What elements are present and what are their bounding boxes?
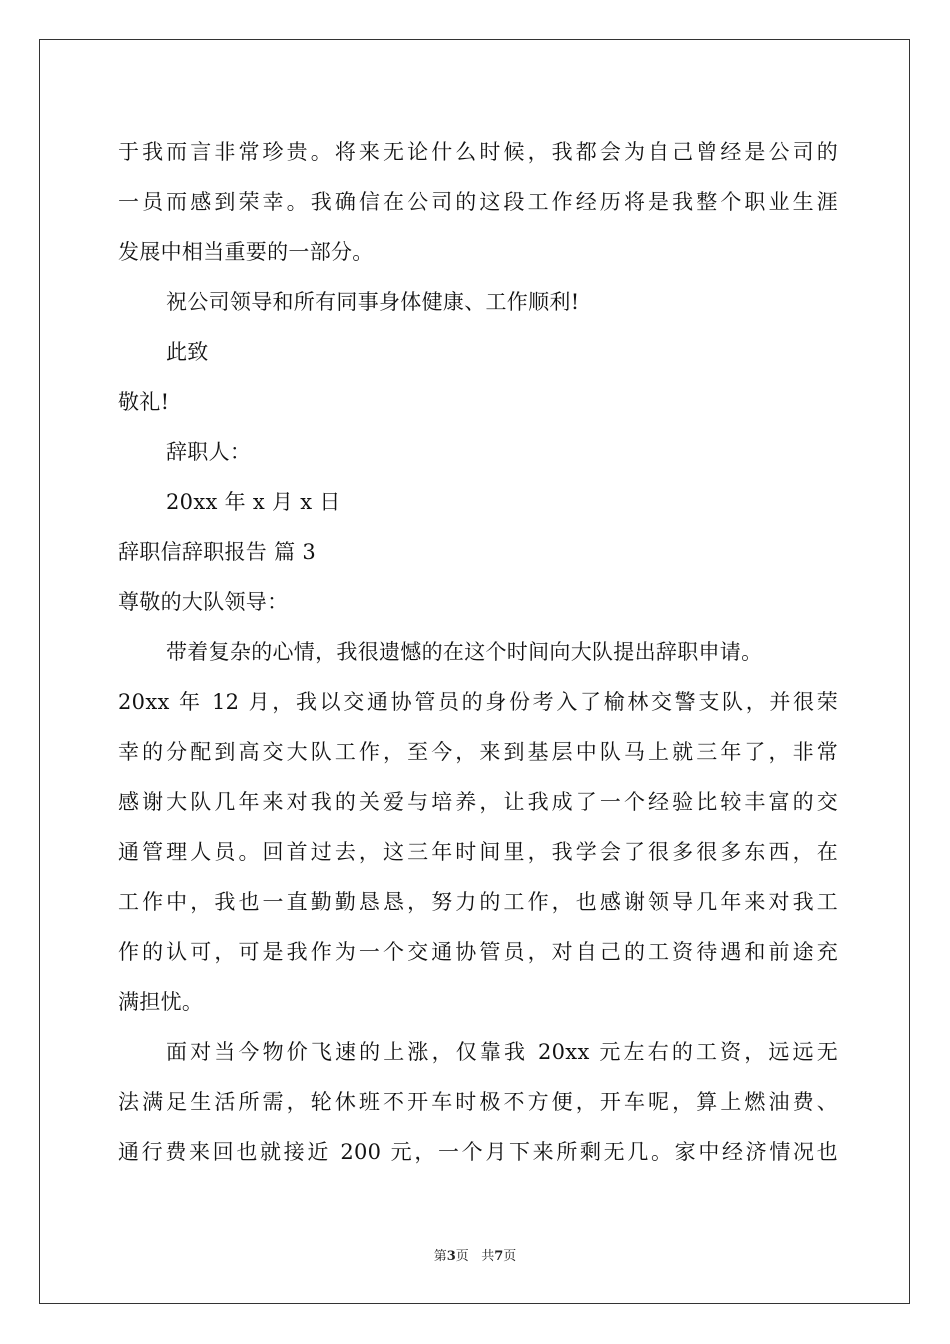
page-footer — [0, 1245, 950, 1264]
footer-total-suffix: 页 — [503, 1249, 517, 1264]
text-line: 带着复杂的心情，我很遗憾的在这个时间向大队提出辞职申请。 — [166, 640, 763, 664]
text-line: 工作中，我也一直勤勤恳恳，努力的工作，也感谢领导几年来对我工 — [118, 890, 838, 914]
blessing-line: 祝公司领导和所有同事身体健康、工作顺利! — [166, 290, 580, 314]
text-line: 20xx 年 12 月，我以交通协管员的身份考入了榆林交警支队，并很荣 — [118, 690, 838, 714]
total-pages-number: 7 — [494, 1249, 504, 1264]
text-line: 一员而感到荣幸。我确信在公司的这段工作经历将是我整个职业生涯 — [118, 190, 838, 214]
greeting-line: 尊敬的大队领导： — [118, 590, 289, 614]
text-line: 作的认可，可是我作为一个交通协管员，对自己的工资待遇和前途充 — [118, 940, 838, 964]
text-line: 于我而言非常珍贵。将来无论什么时候，我都会为自己曾经是公司的 — [118, 140, 838, 164]
footer-page-suffix: 页 — [455, 1249, 469, 1264]
text-line: 幸的分配到高交大队工作，至今，来到基层中队马上就三年了，非常 — [118, 740, 838, 764]
text-line: 满担忧。 — [118, 990, 204, 1014]
footer-total-prefix: 共 — [481, 1249, 495, 1264]
salutation-line: 敬礼! — [118, 390, 170, 414]
text-line: 法满足生活所需，轮休班不开车时极不方便，开车呢，算上燃油费、 — [118, 1090, 838, 1114]
date-line: 20xx 年 x 月 x 日 — [166, 490, 341, 514]
text-line: 感谢大队几年来对我的关爱与培养，让我成了一个经验比较丰富的交 — [118, 790, 838, 814]
current-page-number: 3 — [446, 1249, 456, 1264]
text-line: 面对当今物价飞速的上涨，仅靠我 20xx 元左右的工资，远远无 — [166, 1040, 838, 1064]
signature-line: 辞职人： — [166, 440, 252, 464]
text-line: 通行费来回也就接近 200 元，一个月下来所剩无几。家中经济情况也 — [118, 1140, 838, 1164]
text-line: 通管理人员。回首过去，这三年时间里，我学会了很多很多东西，在 — [118, 840, 838, 864]
section-heading: 辞职信辞职报告 篇 3 — [118, 540, 317, 564]
footer-prefix: 第 — [433, 1249, 447, 1264]
text-line: 发展中相当重要的一部分。 — [118, 240, 374, 264]
document-body — [118, 127, 838, 1177]
closing-line: 此致 — [166, 340, 209, 364]
